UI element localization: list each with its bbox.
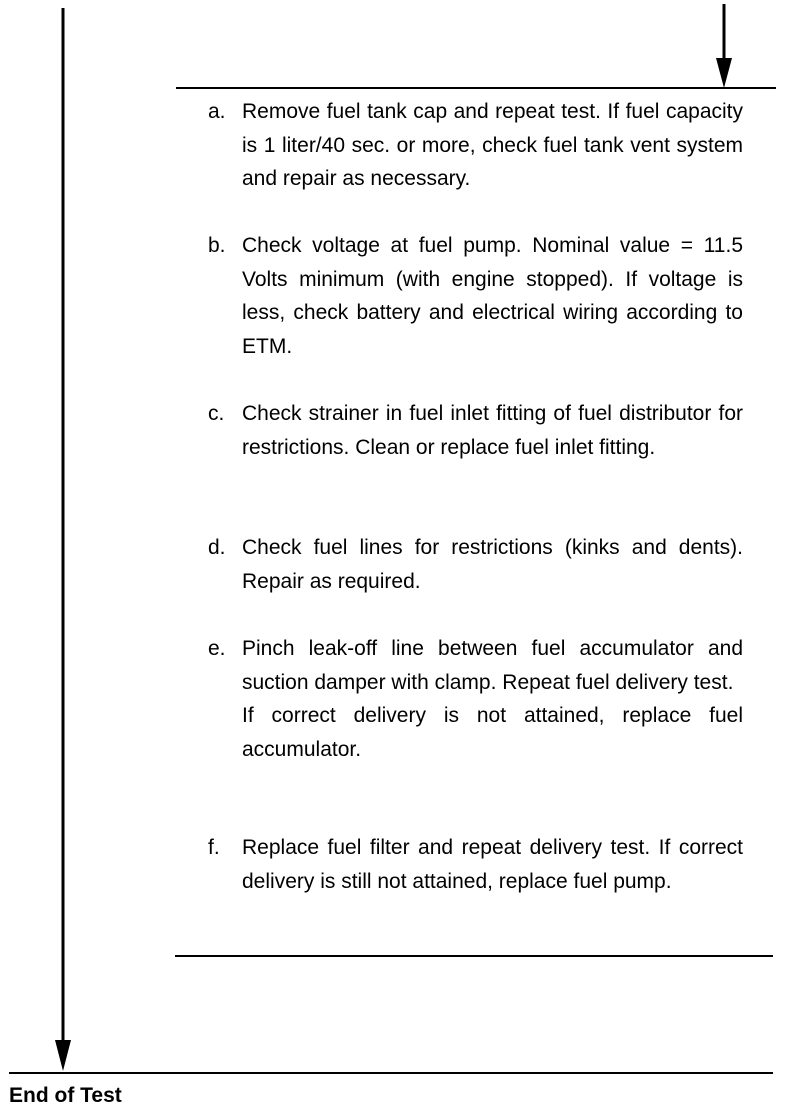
step-b: [208, 229, 743, 363]
step-text: [242, 397, 743, 464]
end-of-test-label: End of Test: [9, 1084, 122, 1107]
step-text: [242, 632, 743, 766]
step-paragraph: Remove fuel tank cap and repeat test. If fuel capacity is 1 liter/40 sec. or more, check fuel tank vent system and repair as necessary.: [242, 100, 743, 190]
step-c: [208, 397, 743, 464]
main-flow-arrowhead: [55, 1040, 71, 1071]
step-letter: d.: [208, 536, 226, 559]
step-text: [242, 831, 743, 898]
step-paragraph: Check voltage at fuel pump. Nominal value = 11.5 Volts minimum (with engine stopped). If voltage is less, check battery and electrical wiring according to ETM.: [242, 234, 743, 358]
step-paragraph: Check strainer in fuel inlet fitting of fuel distributor for restrictions. Clean or replace fuel inlet fitting.: [242, 402, 743, 459]
step-f: [208, 831, 743, 898]
step-e: [208, 632, 743, 766]
step-paragraph: If correct delivery is not attained, replace fuel accumulator.: [242, 704, 743, 761]
step-paragraph: Check fuel lines for restrictions (kinks and dents). Repair as required.: [242, 536, 743, 593]
step-text: [242, 95, 743, 196]
step-paragraph: Replace fuel filter and repeat delivery test. If correct delivery is still not attained, replace fuel pump.: [242, 836, 743, 893]
step-a: [208, 95, 743, 196]
step-letter: f.: [208, 836, 220, 859]
step-letter: c.: [208, 402, 225, 425]
incoming-flow-arrowhead: [716, 58, 732, 88]
step-letter: b.: [208, 234, 226, 257]
step-text: [242, 229, 743, 363]
step-letter: a.: [208, 100, 226, 123]
step-text: [242, 531, 743, 598]
step-letter: e.: [208, 637, 226, 660]
step-d: [208, 531, 743, 598]
step-paragraph: Pinch leak-off line between fuel accumulator and suction damper with clamp. Repeat fuel delivery test.: [242, 637, 743, 694]
